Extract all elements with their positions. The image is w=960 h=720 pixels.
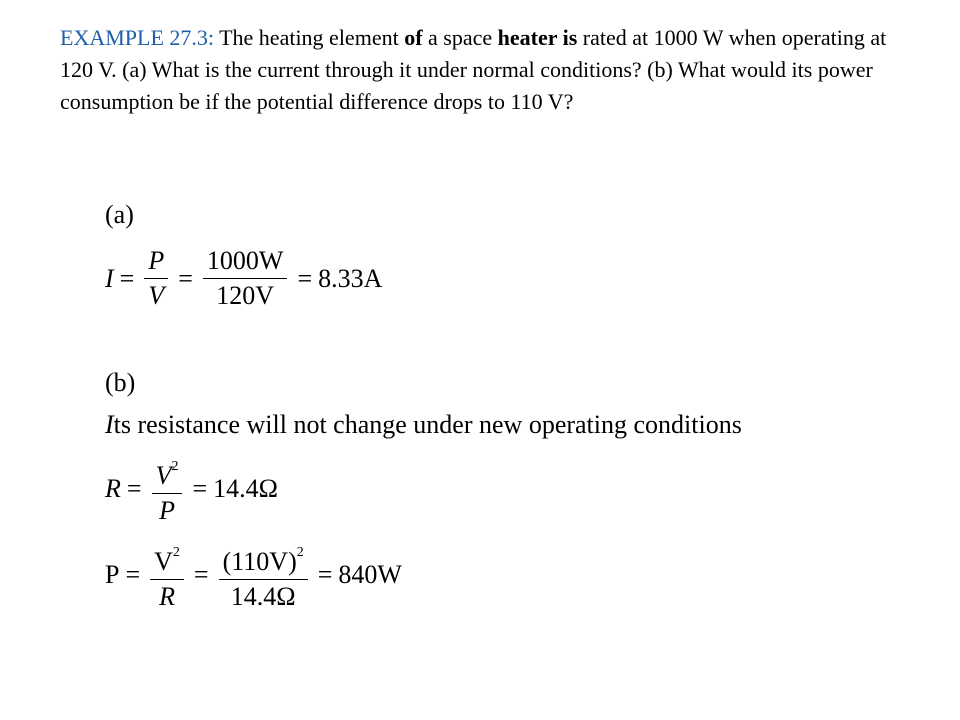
resistance-result: 14.4Ω — [213, 474, 278, 503]
fraction-denominator: 120V — [216, 281, 275, 310]
fraction-denominator: R — [159, 582, 175, 611]
power-symbol: P — [105, 560, 120, 589]
equals-sign: = — [119, 263, 135, 293]
power-over-voltage-fraction — [144, 246, 168, 311]
numerator-exponent: 2 — [171, 459, 179, 474]
voltage-squared-over-resistance-fraction — [150, 538, 184, 612]
resistance-equation — [105, 452, 278, 526]
fraction-denominator: V — [148, 281, 165, 310]
numerator-base: V — [154, 547, 173, 576]
fraction-numerator: 1000W — [206, 246, 284, 275]
part-a-label: (a) — [105, 200, 134, 229]
fraction-numerator — [219, 538, 308, 579]
numerator-exponent: 2 — [296, 545, 304, 560]
problem-text-3: rated at 1000 W when operating at 120 V. (a) What is the current through it under normal conditions? (b) What would its power consumption be if the potential difference drops to 110 V? — [60, 25, 887, 114]
problem-bold-1: of — [404, 25, 423, 50]
fraction-denominator: 14.4Ω — [230, 582, 296, 611]
fraction-numerator — [150, 538, 184, 579]
fraction-numerator: P — [148, 246, 165, 275]
equals-sign: = — [125, 560, 141, 589]
equals-sign: = — [193, 560, 209, 589]
numerator-base: V — [155, 461, 172, 490]
resistance-statement — [105, 410, 742, 440]
equals-sign: = — [317, 560, 333, 589]
numeric-power-fraction — [219, 538, 308, 612]
numerator-base: (110V) — [222, 547, 297, 576]
problem-text-2: a space — [422, 25, 498, 50]
numeric-fraction — [203, 246, 288, 311]
equals-sign: = — [192, 474, 208, 503]
part-b-label: (b) — [105, 368, 136, 397]
current-equation — [105, 246, 382, 311]
problem-text-1: The heating element — [214, 25, 405, 50]
equals-sign: = — [126, 474, 142, 503]
current-result: 8.33A — [318, 263, 383, 293]
fraction-denominator: P — [159, 496, 175, 525]
statement-initial: I — [105, 410, 114, 439]
problem-bold-2: heater is — [497, 25, 578, 50]
equals-sign: = — [178, 263, 193, 293]
current-symbol: I — [105, 263, 114, 293]
voltage-squared-over-power-fraction — [152, 452, 183, 526]
example-label: EXAMPLE 27.3: — [60, 25, 214, 50]
power-result: 840W — [338, 560, 402, 589]
statement-rest: ts resistance will not change under new operating conditions — [113, 410, 742, 439]
problem-statement — [60, 22, 910, 118]
resistance-symbol: R — [105, 474, 121, 503]
fraction-numerator — [152, 452, 183, 493]
power-equation — [105, 538, 402, 612]
equals-sign: = — [297, 263, 313, 293]
numerator-exponent: 2 — [172, 545, 180, 560]
